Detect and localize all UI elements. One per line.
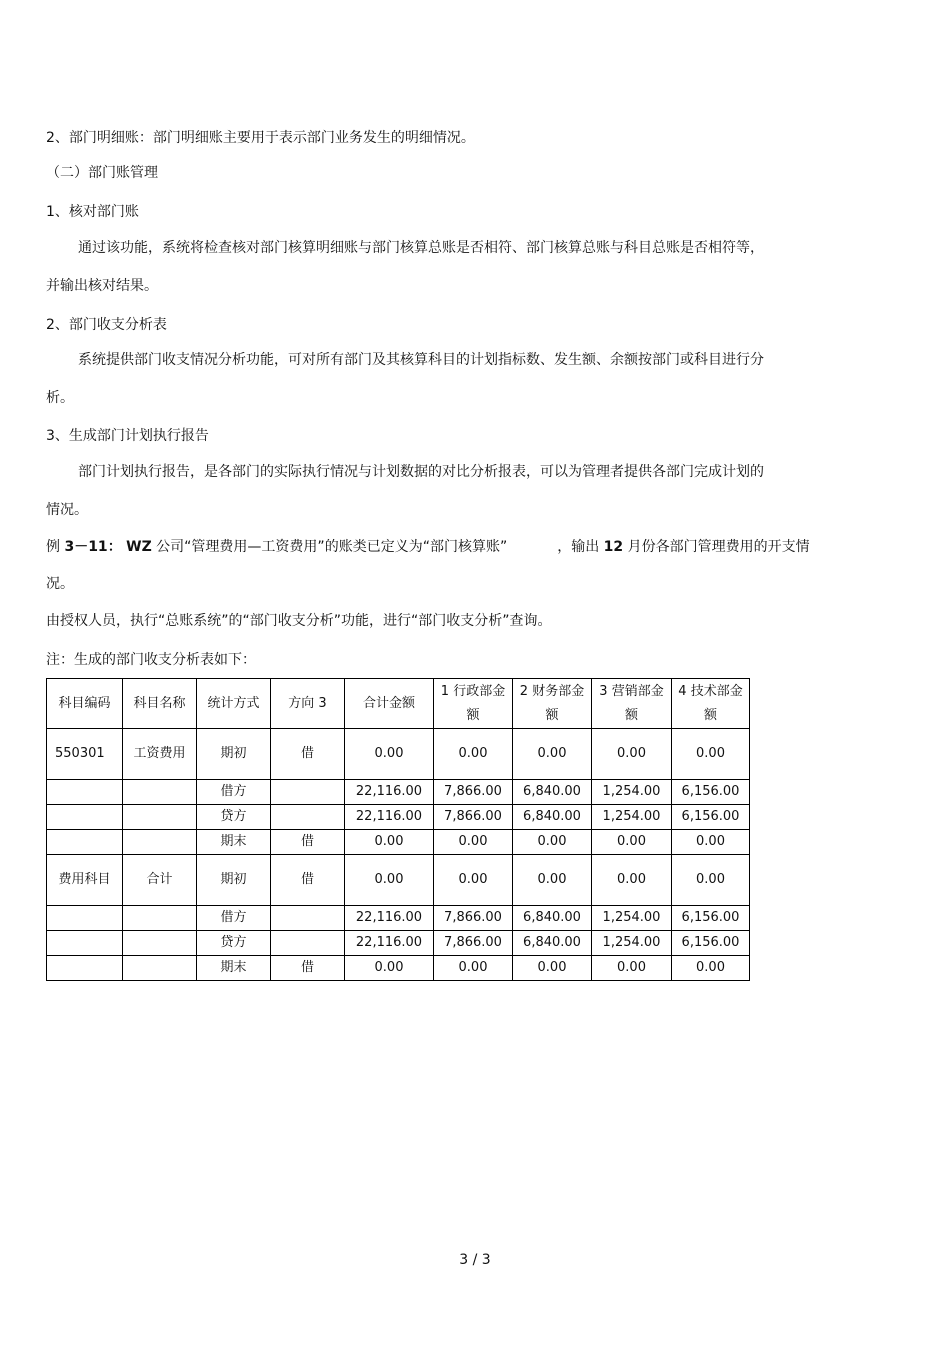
cell-direction [271, 780, 345, 805]
cell-stat-method: 借方 [197, 780, 271, 805]
cell-total: 22,116.00 [345, 780, 434, 805]
cell-admin: 7,866.00 [434, 931, 513, 956]
table-row [47, 780, 750, 805]
department-income-expense-table [46, 678, 750, 981]
table-row [47, 805, 750, 830]
cell-tech: 6,156.00 [672, 805, 750, 830]
cell-marketing: 1,254.00 [592, 780, 672, 805]
cell-stat-method: 借方 [197, 906, 271, 931]
table-row [47, 931, 750, 956]
cell-admin: 0.00 [434, 956, 513, 981]
cell-admin: 0.00 [434, 729, 513, 780]
table-header-row [47, 679, 750, 729]
paragraph-verify-line2: 并输出核对结果。 [46, 278, 158, 294]
heading-verify-department-ledger: 1、核对部门账 [46, 204, 139, 220]
cell-marketing: 0.00 [592, 855, 672, 906]
header-cell: 统计方式 [197, 679, 271, 729]
cell-marketing: 1,254.00 [592, 906, 672, 931]
heading-plan-execution-report: 3、生成部门计划执行报告 [46, 428, 209, 444]
cell-account-code [47, 956, 123, 981]
cell-account-code [47, 931, 123, 956]
example-company: WZ [126, 539, 152, 555]
cell-admin: 7,866.00 [434, 906, 513, 931]
cell-marketing: 1,254.00 [592, 931, 672, 956]
cell-stat-method: 贷方 [197, 805, 271, 830]
example-text-2: ，输出 [557, 539, 604, 555]
header-cell: 合计金额 [345, 679, 434, 729]
cell-admin: 7,866.00 [434, 805, 513, 830]
cell-marketing: 0.00 [592, 830, 672, 855]
cell-total: 0.00 [345, 830, 434, 855]
paragraph-analysis-line2: 析。 [46, 390, 74, 406]
header-cell: 4 技术部金额 [672, 679, 750, 729]
header-cell: 科目编码 [47, 679, 123, 729]
cell-admin: 0.00 [434, 855, 513, 906]
paragraph-verify-line1: 通过该功能，系统将检查核对部门核算明细账与部门核算总账是否相符、部门核算总账与科目总账是否相符等， [78, 240, 764, 256]
cell-account-name [123, 805, 197, 830]
cell-total: 0.00 [345, 956, 434, 981]
cell-account-code: 费用科目 [47, 855, 123, 906]
cell-direction: 借 [271, 729, 345, 780]
cell-account-name [123, 956, 197, 981]
cell-account-code [47, 830, 123, 855]
heading-income-expense-table: 2、部门收支分析表 [46, 317, 167, 333]
example-month: 12 [603, 539, 624, 555]
example-tail: 况。 [46, 576, 74, 592]
cell-tech: 0.00 [672, 855, 750, 906]
cell-stat-method: 期初 [197, 855, 271, 906]
cell-admin: 0.00 [434, 830, 513, 855]
example-text-3: 月份各部门管理费用的开支情 [623, 539, 810, 555]
cell-tech: 6,156.00 [672, 931, 750, 956]
paragraph-note-table: 注：生成的部门收支分析表如下： [46, 652, 256, 668]
cell-finance: 6,840.00 [513, 931, 592, 956]
cell-finance: 6,840.00 [513, 906, 592, 931]
example-text-1: 公司“管理费用—工资费用”的账类已定义为“部门核算账” [151, 539, 508, 555]
cell-finance: 0.00 [513, 729, 592, 780]
paragraph-department-detail-ledger: 2、部门明细账：部门明细账主要用于表示部门业务发生的明细情况。 [46, 130, 475, 146]
cell-finance: 6,840.00 [513, 780, 592, 805]
table-row [47, 830, 750, 855]
example-prefix: 例 [46, 539, 65, 555]
cell-finance: 6,840.00 [513, 805, 592, 830]
cell-account-code [47, 906, 123, 931]
cell-account-code [47, 780, 123, 805]
cell-marketing: 1,254.00 [592, 805, 672, 830]
cell-account-code: 550301 [47, 729, 123, 780]
cell-direction: 借 [271, 855, 345, 906]
header-cell: 方向 3 [271, 679, 345, 729]
cell-direction: 借 [271, 956, 345, 981]
cell-tech: 0.00 [672, 956, 750, 981]
cell-account-name: 工资费用 [123, 729, 197, 780]
table-row [47, 956, 750, 981]
cell-stat-method: 期初 [197, 729, 271, 780]
header-cell: 1 行政部金额 [434, 679, 513, 729]
cell-tech: 0.00 [672, 830, 750, 855]
cell-marketing: 0.00 [592, 729, 672, 780]
cell-tech: 0.00 [672, 729, 750, 780]
cell-finance: 0.00 [513, 855, 592, 906]
header-cell: 3 营销部金额 [592, 679, 672, 729]
section-heading-department-ledger-management: （二）部门账管理 [46, 165, 158, 181]
cell-direction [271, 931, 345, 956]
header-cell: 2 财务部金额 [513, 679, 592, 729]
cell-total: 22,116.00 [345, 805, 434, 830]
cell-stat-method: 贷方 [197, 931, 271, 956]
cell-marketing: 0.00 [592, 956, 672, 981]
paragraph-report-line1: 部门计划执行报告，是各部门的实际执行情况与计划数据的对比分析报表，可以为管理者提供各部门完成计划的 [78, 464, 764, 480]
cell-admin: 7,866.00 [434, 780, 513, 805]
cell-direction: 借 [271, 830, 345, 855]
example-number: 3－11 [64, 539, 108, 555]
cell-direction [271, 906, 345, 931]
cell-direction [271, 805, 345, 830]
cell-stat-method: 期末 [197, 830, 271, 855]
table-row [47, 906, 750, 931]
cell-tech: 6,156.00 [672, 906, 750, 931]
table-row [47, 729, 750, 780]
cell-stat-method: 期末 [197, 956, 271, 981]
cell-tech: 6,156.00 [672, 780, 750, 805]
cell-total: 0.00 [345, 729, 434, 780]
cell-account-name [123, 931, 197, 956]
cell-account-name: 合计 [123, 855, 197, 906]
example-colon: ： [107, 539, 122, 555]
cell-account-code [47, 805, 123, 830]
cell-total: 22,116.00 [345, 906, 434, 931]
table-row [47, 855, 750, 906]
example-paragraph [46, 537, 810, 557]
cell-finance: 0.00 [513, 830, 592, 855]
cell-total: 0.00 [345, 855, 434, 906]
cell-account-name [123, 780, 197, 805]
cell-total: 22,116.00 [345, 931, 434, 956]
paragraph-report-line2: 情况。 [46, 502, 88, 518]
paragraph-analysis-line1: 系统提供部门收支情况分析功能，可对所有部门及其核算科目的计划指标数、发生额、余额按部门或科目进行分 [78, 352, 764, 368]
cell-finance: 0.00 [513, 956, 592, 981]
header-cell: 科目名称 [123, 679, 197, 729]
paragraph-authorized-query: 由授权人员，执行“总账系统”的“部门收支分析”功能，进行“部门收支分析”查询。 [46, 613, 552, 629]
cell-account-name [123, 906, 197, 931]
page-number: 3 / 3 [459, 1252, 491, 1268]
cell-account-name [123, 830, 197, 855]
